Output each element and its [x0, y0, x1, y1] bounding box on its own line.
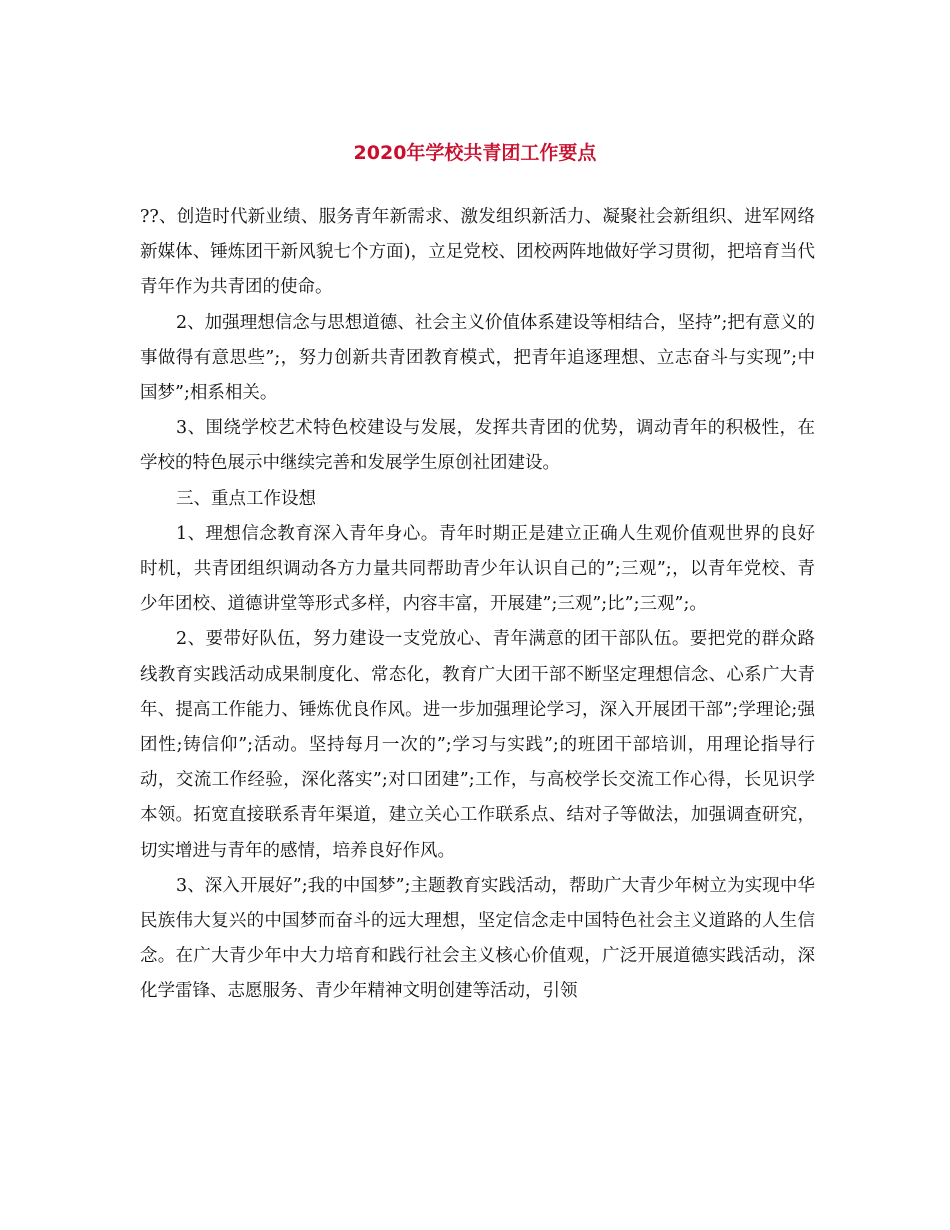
- section-heading: 三、重点工作设想: [176, 488, 316, 509]
- document-body: [140, 200, 815, 1010]
- paragraph: 1、理想信念教育深入青年身心。青年时期正是建立正确人生观价值观世界的良好时机，共青团组织调动各方力量共同帮助青少年认识自己的”;三观”;，以青年党校、青少年团校、道德讲堂等形式多样，内容丰富，开展建”;三观”;比”;三观”;。: [140, 523, 815, 615]
- paragraph: 3、围绕学校艺术特色校建设与发展，发挥共青团的优势，调动青年的积极性，在学校的特色展示中继续完善和发展学生原创社团建设。: [140, 418, 815, 474]
- paragraph: ??、创造时代新业绩、服务青年新需求、激发组织新活力、凝聚社会新组织、进军网络新媒体、锤炼团干新风貌七个方面)，立足党校、团校两阵地做好学习贯彻，把培育当代青年作为共青团的使命。: [140, 207, 815, 298]
- paragraph: 2、加强理想信念与思想道德、社会主义价值体系建设等相结合，坚持”;把有意义的事做得有意思些”;，努力创新共青团教育模式，把青年追逐理想、立志奋斗与实现”;中国梦”;相系相关。: [140, 312, 815, 404]
- paragraph: 2、要带好队伍，努力建设一支党放心、青年满意的团干部队伍。要把党的群众路线教育实践活动成果制度化、常态化，教育广大团干部不断坚定理想信念、心系广大青年、提高工作能力、锤炼优良作风。进一步加强理论学习，深入开展团干部”;学理论;强团性;铸信仰”;活动。坚持每月一次的”;学习与实践”;的班团干部培训，用理论指导行动，交流工作经验，深化落实”;对口团建”;工作，与高校学长交流工作心得，长见识学本领。拓宽直接联系青年渠道，建立关心工作联系点、结对子等做法，加强调查研究，切实增进与青年的感情，培养良好作风。: [140, 629, 815, 861]
- document-title: 2020年学校共青团工作要点: [353, 142, 597, 164]
- paragraph: 3、深入开展好”;我的中国梦”;主题教育实践活动，帮助广大青少年树立为实现中华民族伟大复兴的中国梦而奋斗的远大理想，坚定信念走中国特色社会主义道路的人生信念。在广大青少年中大力培育和践行社会主义核心价值观，广泛开展道德实践活动，深化学雷锋、志愿服务、青少年精神文明创建等活动，引领: [140, 875, 815, 1002]
